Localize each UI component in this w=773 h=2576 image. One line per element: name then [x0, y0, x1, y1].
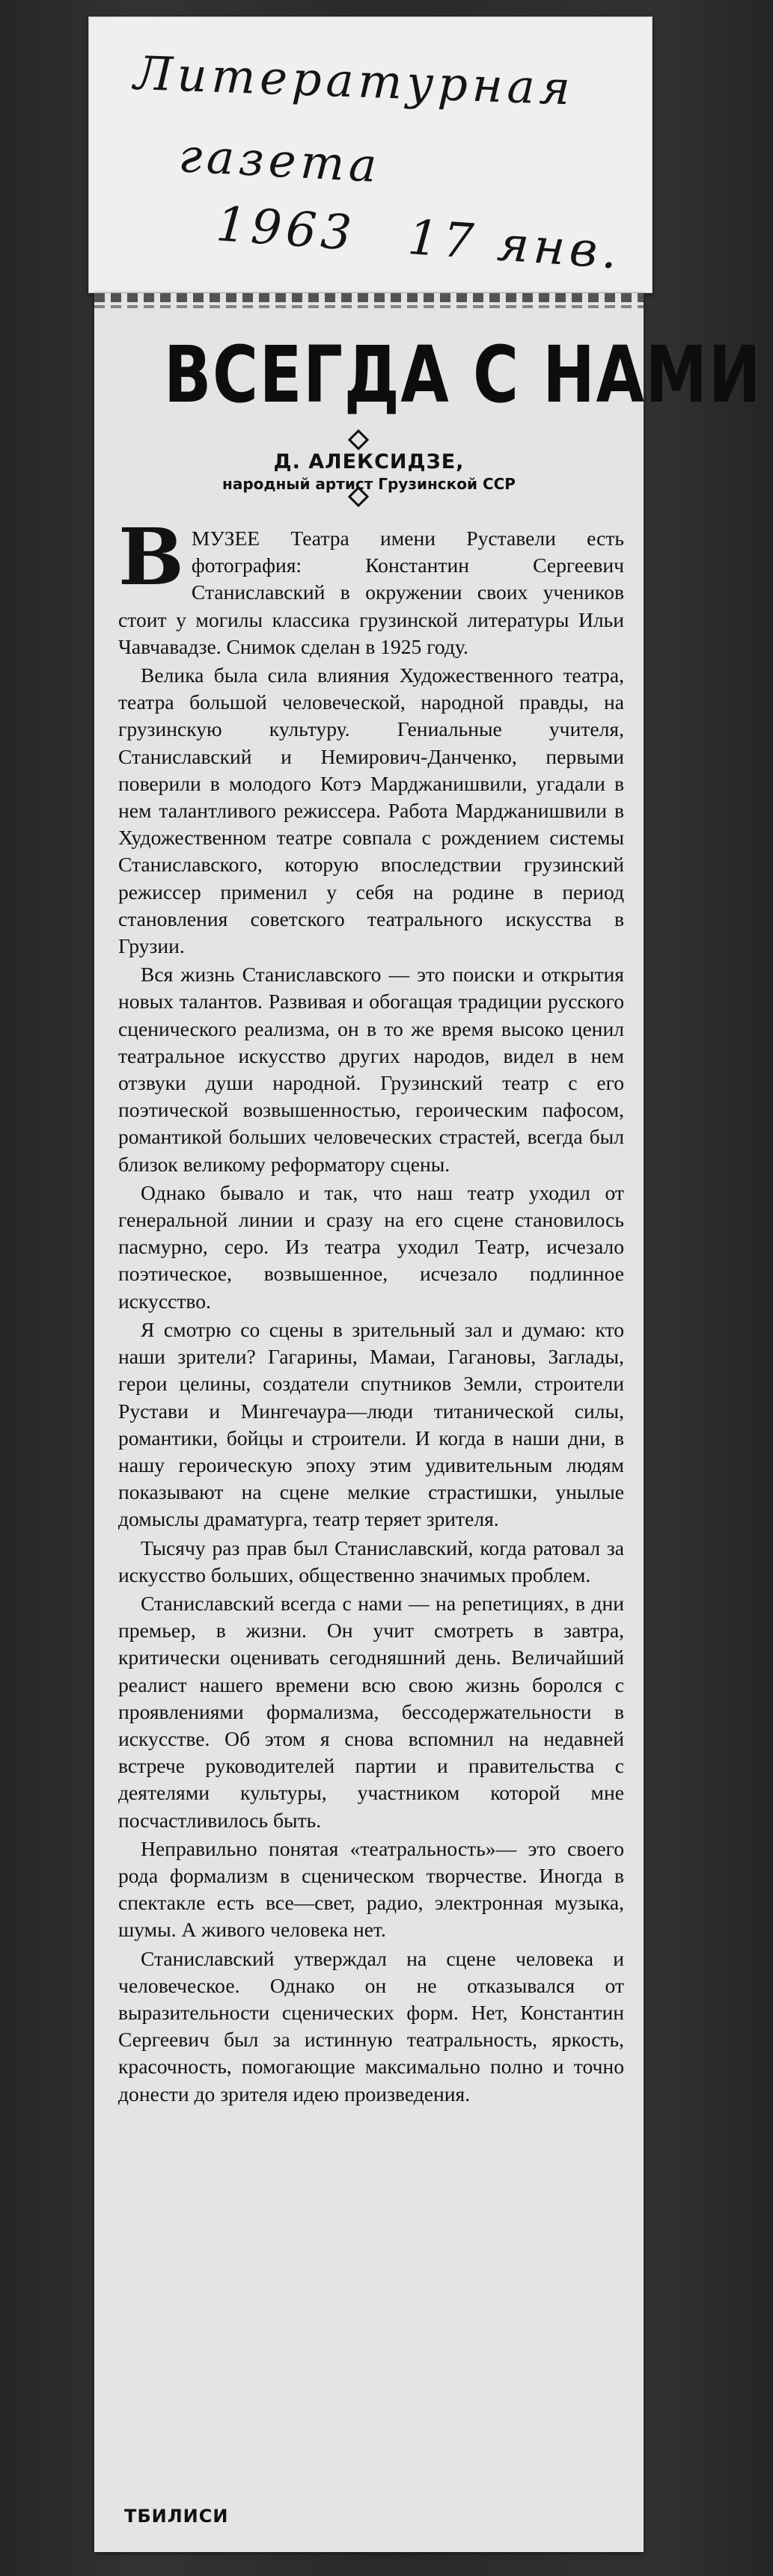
article-author: Д. АЛЕКСИДЗЕ, [273, 450, 465, 473]
article-paragraph: Станиславский утверждал на сцене человека и человеческое. Однако он не отказывался от выразительности сценических форм. Нет, Константин Сергеевич был за истинную театральность, яркость, красочность, помогающие максимально полно и точно донести до зрителя идею произведения. [118, 1946, 624, 2106]
newspaper-clipping [94, 293, 763, 2552]
article-headline: ВСЕГДА С НАМИ [164, 329, 763, 420]
top-border-rule [94, 305, 644, 308]
article-paragraph: ВМУЗЕЕ Театра имени Руставели есть фотография: Константин Сергеевич Станиславский в окружении своих учеников стоит у могилы классика грузинской литературы Ильи Чавчавадзе. Снимок сделан в 1925 году. [118, 511, 624, 658]
handwritten-note-card [88, 16, 653, 293]
article-paragraph: Однако бывало и так, что наш театр уходил от генеральной линии и сразу на его сцене становилось пасмурно, серо. Из театра уходил Театр, исчезало поэтическое, возвышенное, исчезало подлинное искусство. [118, 1180, 624, 1313]
article-paragraph: Я смотрю со сцены в зрительный зал и думаю: кто наши зрители? Гагарины, Мамаи, Гагановы, Заглады, герои целины, создатели спутников Земли, строители Рустави и Мингечаура—люди титанической силы, романтики, бойцы и строители. И когда в наши дни, в нашу героическую эпоху этим удивительным людям показывают на сцене мелкие страстишки, унылые домыслы драматурга, театр теряет зрителя. [118, 1317, 624, 1531]
drop-cap: В [118, 511, 184, 603]
article-paragraph: Велика была сила влияния Художественного театра, театра большой человеческой, народной правды, на грузинскую культуру. Гениальные учителя, Станиславский и Немирович-Данченко, первыми поверили в молодого Котэ Марджанишвили, угадали в нем талантливого режиссера. Работа Марджанишвили в Художественном театре совпала с рождением системы Станиславского, которую впоследствии грузинский режиссер применил у себя на родине в период становления советского театрального искусства в Грузии. [118, 663, 624, 958]
article-body [118, 511, 624, 2109]
article-author-title: народный артист Грузинской ССР [222, 475, 516, 493]
top-border-ornament [94, 293, 644, 302]
article-paragraph: Неправильно понятая «театральность»— это своего рода формализм в сценическом творчестве. Иногда в спектакле есть все—свет, радио, электронная музыка, шумы. А живого человека нет. [118, 1836, 624, 1942]
note-year: 1963 [214, 197, 358, 262]
article-paragraph: Тысячу раз прав был Станиславский, когда ратовал за искусство больших, общественно значимых проблем. [118, 1536, 624, 1586]
note-date: 17 янв. [406, 210, 624, 280]
article-paragraph: Вся жизнь Станиславского — это поиски и открытия новых талантов. Развивая и обогащая традиции русского сценического реализма, он в то же время высоко ценил театральное искусство других народов, видел в нем отзвуки души народной. Грузинский театр с его поэтической возвышенностью, героическим пафосом, романтикой больших человеческих страстей, всегда был близок великому реформатору сцены. [118, 963, 624, 1176]
note-newspaper-name-line2: газета [177, 128, 383, 194]
note-newspaper-name-line1: Литературная [132, 46, 576, 116]
diamond-ornament-icon [348, 429, 369, 450]
article-paragraph: Станиславский всегда с нами — на репетициях, в дни премьер, в жизни. Он учит смотреть в завтра, критически оценивать сегодняшний день. Величайший реалист нашего времени всю свою жизнь боролся с проявлениями формализма, бессодержательности в искусстве. Об этом я снова вспомнил на недавней встрече руководителей партии и правительства с деятелями культуры, участником которой мне посчастливилось быть. [118, 1591, 624, 1832]
note-date-line [214, 197, 623, 280]
article-signoff-location: ТБИЛИСИ [124, 2506, 229, 2527]
